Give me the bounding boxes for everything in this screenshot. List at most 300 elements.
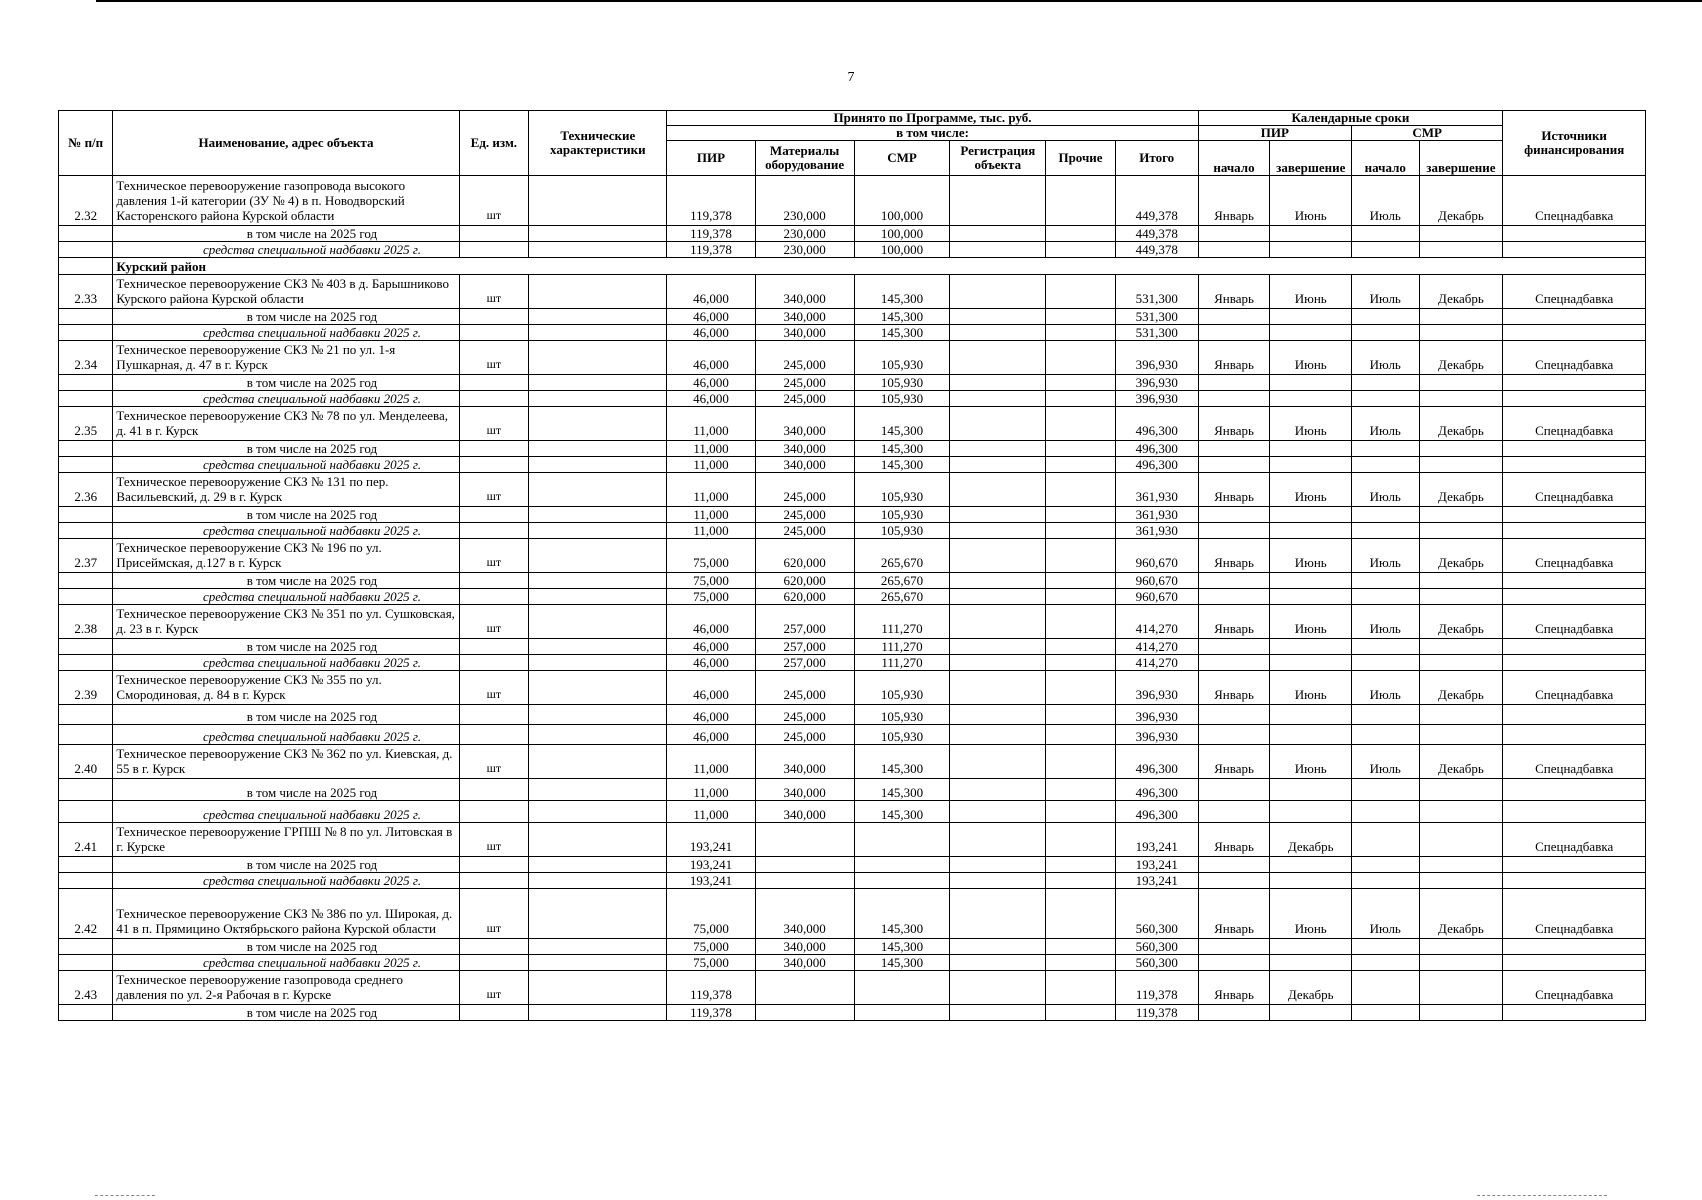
smr-value: 145,300 bbox=[854, 745, 950, 779]
row-num bbox=[59, 589, 113, 605]
materials-value bbox=[755, 1005, 854, 1021]
total-value: 414,270 bbox=[1115, 655, 1198, 671]
registration-value bbox=[950, 375, 1046, 391]
total-value: 361,930 bbox=[1115, 507, 1198, 523]
registration-value bbox=[950, 341, 1046, 375]
fund-row bbox=[59, 873, 1646, 889]
section-row bbox=[59, 258, 1646, 275]
materials-value bbox=[755, 971, 854, 1005]
pir-value: 11,000 bbox=[667, 779, 755, 801]
other-value bbox=[1046, 176, 1116, 226]
unit bbox=[459, 507, 529, 523]
smr-end: Декабрь bbox=[1419, 539, 1503, 573]
registration-value bbox=[950, 325, 1046, 341]
year-label: в том числе на 2025 год bbox=[113, 639, 459, 655]
smr-end bbox=[1419, 507, 1503, 523]
materials-value: 257,000 bbox=[755, 639, 854, 655]
year-label: в том числе на 2025 год bbox=[113, 375, 459, 391]
header-total: Итого bbox=[1115, 141, 1198, 176]
unit bbox=[459, 523, 529, 539]
funding-source: Спецнадбавка bbox=[1503, 275, 1646, 309]
smr-end bbox=[1419, 779, 1503, 801]
pir-end bbox=[1270, 242, 1352, 258]
smr-start bbox=[1352, 655, 1419, 671]
other-value bbox=[1046, 857, 1116, 873]
year-row bbox=[59, 939, 1646, 955]
registration-value bbox=[950, 176, 1046, 226]
smr-value: 111,270 bbox=[854, 639, 950, 655]
row-num bbox=[59, 375, 113, 391]
header-pir-start: начало bbox=[1198, 141, 1270, 176]
smr-start bbox=[1352, 939, 1419, 955]
tech-characteristics bbox=[529, 971, 667, 1005]
registration-value bbox=[950, 671, 1046, 705]
year-label: в том числе на 2025 год bbox=[113, 705, 459, 725]
tech-characteristics bbox=[529, 407, 667, 441]
smr-start bbox=[1352, 226, 1419, 242]
scan-mark-left bbox=[95, 1195, 155, 1198]
total-value: 414,270 bbox=[1115, 605, 1198, 639]
unit bbox=[459, 441, 529, 457]
fund-label: средства специальной надбавки 2025 г. bbox=[113, 242, 459, 258]
pir-value: 193,241 bbox=[667, 857, 755, 873]
fund-label: средства специальной надбавки 2025 г. bbox=[113, 523, 459, 539]
tech-characteristics bbox=[529, 823, 667, 857]
smr-start bbox=[1352, 391, 1419, 407]
unit bbox=[459, 955, 529, 971]
smr-end: Декабрь bbox=[1419, 176, 1503, 226]
fund-row bbox=[59, 801, 1646, 823]
year-row bbox=[59, 226, 1646, 242]
smr-end bbox=[1419, 325, 1503, 341]
pir-end bbox=[1270, 955, 1352, 971]
unit bbox=[459, 457, 529, 473]
funding-source bbox=[1503, 725, 1646, 745]
other-value bbox=[1046, 939, 1116, 955]
header-sources: Источники финансирования bbox=[1503, 111, 1646, 176]
smr-end: Декабрь bbox=[1419, 745, 1503, 779]
row-num: 2.36 bbox=[59, 473, 113, 507]
total-value: 960,670 bbox=[1115, 539, 1198, 573]
year-row bbox=[59, 441, 1646, 457]
pir-value: 75,000 bbox=[667, 573, 755, 589]
row-num bbox=[59, 457, 113, 473]
header-pir-end: завершение bbox=[1270, 141, 1352, 176]
pir-end: Июнь bbox=[1270, 275, 1352, 309]
registration-value bbox=[950, 441, 1046, 457]
smr-end bbox=[1419, 873, 1503, 889]
total-value: 496,300 bbox=[1115, 745, 1198, 779]
fund-row bbox=[59, 242, 1646, 258]
total-value: 531,300 bbox=[1115, 275, 1198, 309]
other-value bbox=[1046, 341, 1116, 375]
pir-end bbox=[1270, 226, 1352, 242]
materials-value: 340,000 bbox=[755, 275, 854, 309]
year-label: в том числе на 2025 год bbox=[113, 1005, 459, 1021]
smr-end bbox=[1419, 823, 1503, 857]
year-label: в том числе на 2025 год bbox=[113, 779, 459, 801]
smr-value: 100,000 bbox=[854, 242, 950, 258]
pir-start: Январь bbox=[1198, 889, 1270, 939]
smr-end bbox=[1419, 857, 1503, 873]
object-name: Техническое перевооружение СКЗ № 351 по ул. Сушковская, д. 23 в г. Курск bbox=[113, 605, 459, 639]
tech-characteristics bbox=[529, 309, 667, 325]
pir-end bbox=[1270, 391, 1352, 407]
pir-end bbox=[1270, 939, 1352, 955]
smr-value: 145,300 bbox=[854, 407, 950, 441]
pir-end bbox=[1270, 779, 1352, 801]
unit: шт bbox=[459, 473, 529, 507]
registration-value bbox=[950, 745, 1046, 779]
other-value bbox=[1046, 823, 1116, 857]
tech-characteristics bbox=[529, 671, 667, 705]
other-value bbox=[1046, 573, 1116, 589]
pir-start bbox=[1198, 573, 1270, 589]
registration-value bbox=[950, 1005, 1046, 1021]
materials-value: 257,000 bbox=[755, 655, 854, 671]
smr-start bbox=[1352, 309, 1419, 325]
header-materials: Материалы оборудование bbox=[755, 141, 854, 176]
row-num: 2.32 bbox=[59, 176, 113, 226]
fund-label: средства специальной надбавки 2025 г. bbox=[113, 873, 459, 889]
pir-value: 119,378 bbox=[667, 1005, 755, 1021]
fund-row bbox=[59, 955, 1646, 971]
total-value: 960,670 bbox=[1115, 573, 1198, 589]
funding-source bbox=[1503, 441, 1646, 457]
row-num: 2.38 bbox=[59, 605, 113, 639]
pir-end bbox=[1270, 309, 1352, 325]
materials-value: 340,000 bbox=[755, 309, 854, 325]
pir-end bbox=[1270, 375, 1352, 391]
smr-end bbox=[1419, 655, 1503, 671]
pir-start bbox=[1198, 857, 1270, 873]
materials-value bbox=[755, 873, 854, 889]
smr-value: 145,300 bbox=[854, 801, 950, 823]
smr-start: Июль bbox=[1352, 539, 1419, 573]
fund-label: средства специальной надбавки 2025 г. bbox=[113, 589, 459, 605]
smr-end bbox=[1419, 457, 1503, 473]
unit: шт bbox=[459, 823, 529, 857]
funding-source bbox=[1503, 325, 1646, 341]
smr-value: 105,930 bbox=[854, 473, 950, 507]
materials-value: 257,000 bbox=[755, 605, 854, 639]
total-value: 531,300 bbox=[1115, 325, 1198, 341]
tech-characteristics bbox=[529, 473, 667, 507]
row-num bbox=[59, 705, 113, 725]
fund-label: средства специальной надбавки 2025 г. bbox=[113, 801, 459, 823]
smr-end: Декабрь bbox=[1419, 605, 1503, 639]
registration-value bbox=[950, 655, 1046, 671]
total-value: 193,241 bbox=[1115, 857, 1198, 873]
pir-start: Январь bbox=[1198, 539, 1270, 573]
funding-source bbox=[1503, 779, 1646, 801]
tech-characteristics bbox=[529, 507, 667, 523]
materials-value: 340,000 bbox=[755, 441, 854, 457]
pir-start: Январь bbox=[1198, 745, 1270, 779]
header-registration: Регистрация объекта bbox=[950, 141, 1046, 176]
funding-source bbox=[1503, 523, 1646, 539]
tech-characteristics bbox=[529, 857, 667, 873]
row-num bbox=[59, 779, 113, 801]
fund-label: средства специальной надбавки 2025 г. bbox=[113, 325, 459, 341]
funding-source bbox=[1503, 801, 1646, 823]
row-num bbox=[59, 873, 113, 889]
smr-start bbox=[1352, 639, 1419, 655]
unit: шт bbox=[459, 971, 529, 1005]
pir-end: Июнь bbox=[1270, 341, 1352, 375]
funding-source bbox=[1503, 955, 1646, 971]
pir-value: 46,000 bbox=[667, 309, 755, 325]
total-value: 496,300 bbox=[1115, 779, 1198, 801]
pir-start bbox=[1198, 779, 1270, 801]
pir-start: Январь bbox=[1198, 341, 1270, 375]
row-num bbox=[59, 309, 113, 325]
row-num: 2.35 bbox=[59, 407, 113, 441]
smr-end bbox=[1419, 441, 1503, 457]
other-value bbox=[1046, 441, 1116, 457]
total-value: 396,930 bbox=[1115, 725, 1198, 745]
smr-start: Июль bbox=[1352, 671, 1419, 705]
other-value bbox=[1046, 801, 1116, 823]
unit bbox=[459, 325, 529, 341]
pir-start bbox=[1198, 325, 1270, 341]
materials-value: 340,000 bbox=[755, 407, 854, 441]
row-num: 2.40 bbox=[59, 745, 113, 779]
other-value bbox=[1046, 457, 1116, 473]
smr-start: Июль bbox=[1352, 745, 1419, 779]
other-value bbox=[1046, 725, 1116, 745]
unit bbox=[459, 939, 529, 955]
tech-characteristics bbox=[529, 939, 667, 955]
pir-end: Июнь bbox=[1270, 605, 1352, 639]
smr-end bbox=[1419, 375, 1503, 391]
object-name: Техническое перевооружение газопровода среднего давления по ул. 2-я Рабочая в г. Курске bbox=[113, 971, 459, 1005]
registration-value bbox=[950, 889, 1046, 939]
smr-end: Декабрь bbox=[1419, 407, 1503, 441]
year-row bbox=[59, 779, 1646, 801]
unit: шт bbox=[459, 275, 529, 309]
funding-source: Спецнадбавка bbox=[1503, 823, 1646, 857]
total-value: 496,300 bbox=[1115, 457, 1198, 473]
other-value bbox=[1046, 589, 1116, 605]
pir-end bbox=[1270, 589, 1352, 605]
pir-end bbox=[1270, 441, 1352, 457]
unit bbox=[459, 589, 529, 605]
pir-start bbox=[1198, 523, 1270, 539]
unit bbox=[459, 779, 529, 801]
pir-value: 75,000 bbox=[667, 589, 755, 605]
other-value bbox=[1046, 539, 1116, 573]
total-value: 560,300 bbox=[1115, 939, 1198, 955]
materials-value: 245,000 bbox=[755, 391, 854, 407]
header-smr: СМР bbox=[854, 141, 950, 176]
fund-label: средства специальной надбавки 2025 г. bbox=[113, 655, 459, 671]
total-value: 396,930 bbox=[1115, 341, 1198, 375]
pir-value: 75,000 bbox=[667, 955, 755, 971]
tech-characteristics bbox=[529, 275, 667, 309]
registration-value bbox=[950, 523, 1046, 539]
materials-value: 245,000 bbox=[755, 671, 854, 705]
materials-value: 620,000 bbox=[755, 539, 854, 573]
funding-source bbox=[1503, 939, 1646, 955]
smr-value: 111,270 bbox=[854, 655, 950, 671]
funding-source bbox=[1503, 639, 1646, 655]
fund-row bbox=[59, 655, 1646, 671]
pir-start: Январь bbox=[1198, 407, 1270, 441]
total-value: 119,378 bbox=[1115, 1005, 1198, 1021]
row-num bbox=[59, 939, 113, 955]
registration-value bbox=[950, 457, 1046, 473]
funding-source: Спецнадбавка bbox=[1503, 605, 1646, 639]
pir-start bbox=[1198, 801, 1270, 823]
materials-value: 245,000 bbox=[755, 341, 854, 375]
pir-start bbox=[1198, 441, 1270, 457]
tech-characteristics bbox=[529, 801, 667, 823]
materials-value: 230,000 bbox=[755, 176, 854, 226]
smr-start: Июль bbox=[1352, 341, 1419, 375]
registration-value bbox=[950, 473, 1046, 507]
row-num bbox=[59, 242, 113, 258]
pir-start bbox=[1198, 457, 1270, 473]
materials-value: 620,000 bbox=[755, 573, 854, 589]
materials-value: 245,000 bbox=[755, 375, 854, 391]
funding-source bbox=[1503, 507, 1646, 523]
smr-start bbox=[1352, 573, 1419, 589]
header-including: в том числе: bbox=[667, 126, 1198, 141]
unit bbox=[459, 705, 529, 725]
unit bbox=[459, 391, 529, 407]
year-label: в том числе на 2025 год bbox=[113, 507, 459, 523]
pir-end: Июнь bbox=[1270, 176, 1352, 226]
pir-end: Декабрь bbox=[1270, 971, 1352, 1005]
table-row bbox=[59, 889, 1646, 939]
smr-value: 145,300 bbox=[854, 457, 950, 473]
program-table bbox=[58, 110, 1646, 1021]
materials-value: 245,000 bbox=[755, 473, 854, 507]
table-row bbox=[59, 407, 1646, 441]
table-row bbox=[59, 745, 1646, 779]
table-row bbox=[59, 823, 1646, 857]
pir-end: Июнь bbox=[1270, 473, 1352, 507]
pir-end bbox=[1270, 705, 1352, 725]
other-value bbox=[1046, 473, 1116, 507]
smr-value: 105,930 bbox=[854, 507, 950, 523]
pir-value: 46,000 bbox=[667, 605, 755, 639]
other-value bbox=[1046, 523, 1116, 539]
row-num bbox=[59, 523, 113, 539]
object-name: Техническое перевооружение СКЗ № 196 по ул. Присеймская, д.127 в г. Курск bbox=[113, 539, 459, 573]
row-num bbox=[59, 226, 113, 242]
pir-start bbox=[1198, 955, 1270, 971]
row-num: 2.41 bbox=[59, 823, 113, 857]
smr-value: 100,000 bbox=[854, 226, 950, 242]
row-num bbox=[59, 639, 113, 655]
smr-value: 111,270 bbox=[854, 605, 950, 639]
materials-value: 340,000 bbox=[755, 457, 854, 473]
pir-value: 11,000 bbox=[667, 745, 755, 779]
pir-end bbox=[1270, 725, 1352, 745]
tech-characteristics bbox=[529, 745, 667, 779]
tech-characteristics bbox=[529, 1005, 667, 1021]
header-other: Прочие bbox=[1046, 141, 1116, 176]
table-header bbox=[59, 111, 1646, 176]
pir-value: 11,000 bbox=[667, 507, 755, 523]
year-label: в том числе на 2025 год bbox=[113, 857, 459, 873]
pir-value: 46,000 bbox=[667, 275, 755, 309]
header-tech: Технические характеристики bbox=[529, 111, 667, 176]
smr-start: Июль bbox=[1352, 176, 1419, 226]
other-value bbox=[1046, 242, 1116, 258]
smr-value: 105,930 bbox=[854, 391, 950, 407]
tech-characteristics bbox=[529, 573, 667, 589]
pir-value: 119,378 bbox=[667, 242, 755, 258]
smr-value: 145,300 bbox=[854, 779, 950, 801]
header-smr-end: завершение bbox=[1419, 141, 1503, 176]
unit: шт bbox=[459, 176, 529, 226]
unit bbox=[459, 242, 529, 258]
unit bbox=[459, 725, 529, 745]
pir-start: Январь bbox=[1198, 605, 1270, 639]
tech-characteristics bbox=[529, 391, 667, 407]
fund-label: средства специальной надбавки 2025 г. bbox=[113, 457, 459, 473]
funding-source: Спецнадбавка bbox=[1503, 473, 1646, 507]
registration-value bbox=[950, 639, 1046, 655]
smr-value: 105,930 bbox=[854, 725, 950, 745]
smr-value: 145,300 bbox=[854, 939, 950, 955]
total-value: 396,930 bbox=[1115, 375, 1198, 391]
tech-characteristics bbox=[529, 605, 667, 639]
smr-end bbox=[1419, 589, 1503, 605]
total-value: 496,300 bbox=[1115, 407, 1198, 441]
smr-end: Декабрь bbox=[1419, 341, 1503, 375]
smr-value: 265,670 bbox=[854, 573, 950, 589]
funding-source bbox=[1503, 1005, 1646, 1021]
smr-value: 145,300 bbox=[854, 309, 950, 325]
registration-value bbox=[950, 605, 1046, 639]
funding-source bbox=[1503, 226, 1646, 242]
funding-source: Спецнадбавка bbox=[1503, 971, 1646, 1005]
row-num bbox=[59, 391, 113, 407]
registration-value bbox=[950, 507, 1046, 523]
smr-end: Декабрь bbox=[1419, 889, 1503, 939]
smr-value: 105,930 bbox=[854, 523, 950, 539]
unit bbox=[459, 1005, 529, 1021]
year-row bbox=[59, 1005, 1646, 1021]
funding-source: Спецнадбавка bbox=[1503, 745, 1646, 779]
smr-value: 100,000 bbox=[854, 176, 950, 226]
object-name: Техническое перевооружение газопровода высокого давления 1-й категории (ЗУ № 4) в п. Новодворский Касторенского района Курской области bbox=[113, 176, 459, 226]
materials-value: 230,000 bbox=[755, 242, 854, 258]
smr-value: 105,930 bbox=[854, 341, 950, 375]
other-value bbox=[1046, 705, 1116, 725]
other-value bbox=[1046, 391, 1116, 407]
fund-label: средства специальной надбавки 2025 г. bbox=[113, 725, 459, 745]
year-row bbox=[59, 857, 1646, 873]
section-title: Курский район bbox=[113, 258, 1646, 275]
tech-characteristics bbox=[529, 375, 667, 391]
pir-end: Июнь bbox=[1270, 745, 1352, 779]
registration-value bbox=[950, 226, 1046, 242]
smr-start bbox=[1352, 857, 1419, 873]
pir-value: 75,000 bbox=[667, 939, 755, 955]
materials-value: 340,000 bbox=[755, 325, 854, 341]
year-row bbox=[59, 705, 1646, 725]
pir-end bbox=[1270, 573, 1352, 589]
pir-value: 46,000 bbox=[667, 655, 755, 671]
row-num bbox=[59, 801, 113, 823]
smr-value: 145,300 bbox=[854, 275, 950, 309]
smr-value: 105,930 bbox=[854, 671, 950, 705]
